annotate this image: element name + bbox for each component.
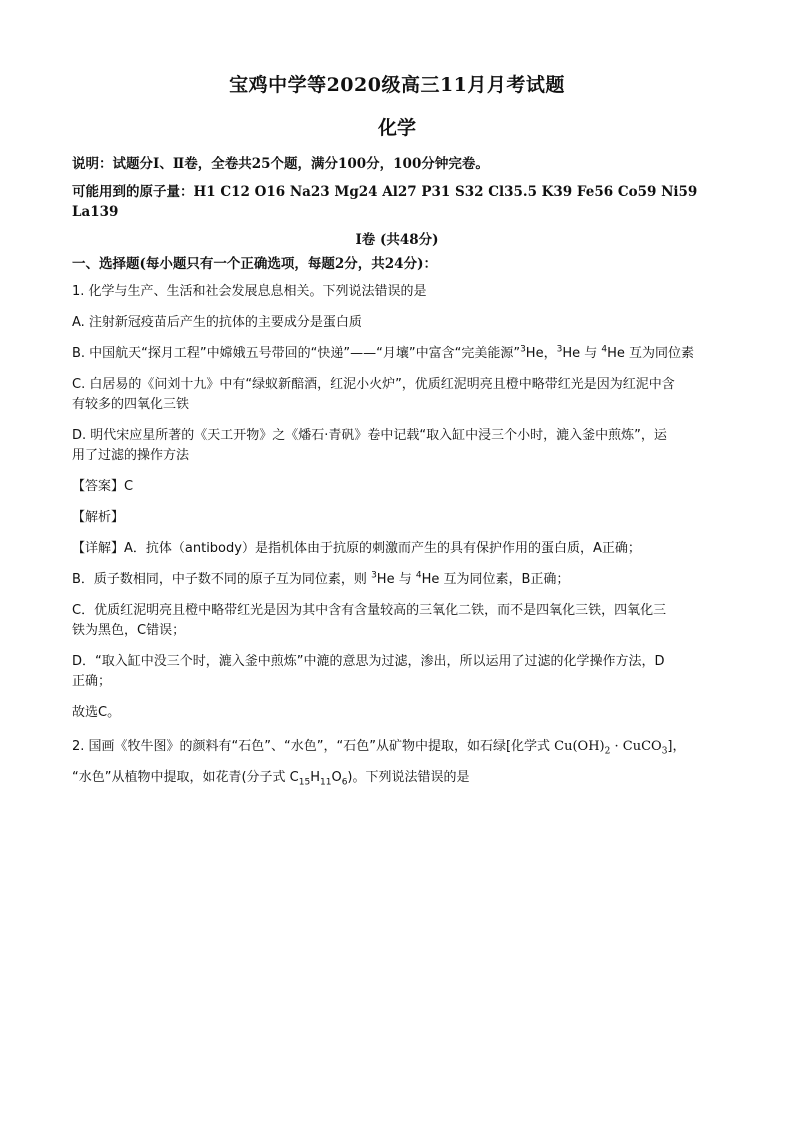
q1-option-b: B. 中国航天“探月工程”中嫦娥五号带回的“快递”——“月壤”中富含“完美能源”$^3$He，$^3$He 与 $^4$He 互为同位素 (72, 344, 694, 361)
instructions: 说明：试题分Ⅰ、Ⅱ卷，全卷共25个题，满分100分，100分钟完卷。 (72, 156, 489, 172)
q1-detail-c-line1: C．优质红泥明亮且橙中略带红光是因为其中含有含量较高的三氧化二铁，而不是四氧化三铁，四氧化三 (72, 603, 667, 618)
q1-option-c-line1: C. 白居易的《问刘十九》中有“绿蚁新醅酒，红泥小火炉”，优质红泥明亮且橙中略带红光是因为红泥中含 (72, 377, 675, 392)
section-heading: 一、选择题(每小题只有一个正确选项，每题2分，共24分)： (72, 256, 437, 272)
exam-page (72, 60, 722, 788)
q1-option-d-line1: D. 明代宋应星所著的《天工开物》之《燔石·青矾》卷中记载“取入缸中浸三个小时，漉入釜中煎炼”，运 (72, 428, 667, 443)
q2-stem-line2: “水色”从植物中提取，如花青(分子式 $C_{15}H_{11}O_6$)。下列说法错误的是 (72, 770, 470, 788)
q1-analysis: 【解析】 (72, 510, 125, 525)
formula-malachite: $Cu(OH)_2$ · CuCO$_3$ (554, 739, 668, 757)
q1-conclusion: 故选C。 (72, 705, 121, 720)
q1-option-d-line2: 用了过滤的操作方法 (72, 448, 190, 463)
atomic-masses: 可能用到的原子量：H1 C12 O16 Na23 Mg24 Al27 P31 S32 Cl35.5 K39 Fe56 Co59 Ni59 La139 (72, 184, 698, 220)
q1-answer: 【答案】C (72, 479, 134, 494)
q1-detail-a: 【详解】A．抗体（antibody）是指机体由于抗原的刺激而产生的具有保护作用的蛋白质，A正确； (72, 541, 641, 556)
q2-stem-line1: 2. 国画《牧牛图》的颜料有“石色”、“水色”，“石色”从矿物中提取，如石绿[化学式 $Cu(OH)_2$ · CuCO$_3$]， (72, 739, 686, 757)
q1-detail-d-line2: 正确； (72, 674, 112, 689)
q1-option-c-line2: 有较多的四氧化三铁 (72, 397, 190, 412)
q1-detail-c-line2: 铁为黑色，C错误； (72, 623, 186, 638)
q1-stem: 1. 化学与生产、生活和社会发展息息相关。下列说法错误的是 (72, 284, 427, 299)
q1-detail-b: B．质子数相同，中子数不同的原子互为同位素，则 $^3$He 与 $^4$He 互为同位素，B正确； (72, 570, 570, 587)
q1-option-a: A. 注射新冠疫苗后产生的抗体的主要成分是蛋白质 (72, 315, 362, 330)
subject-title: 化学 (377, 117, 416, 139)
exam-title: 宝鸡中学等2020级高三11月月考试题 (229, 74, 565, 96)
volume-heading: Ⅰ卷 (共48分) (355, 232, 439, 248)
q1-detail-d-line1: D．“取入缸中没三个时，漉入釜中煎炼”中漉的意思为过滤，渗出，所以运用了过滤的化学操作方法，D (72, 654, 665, 669)
